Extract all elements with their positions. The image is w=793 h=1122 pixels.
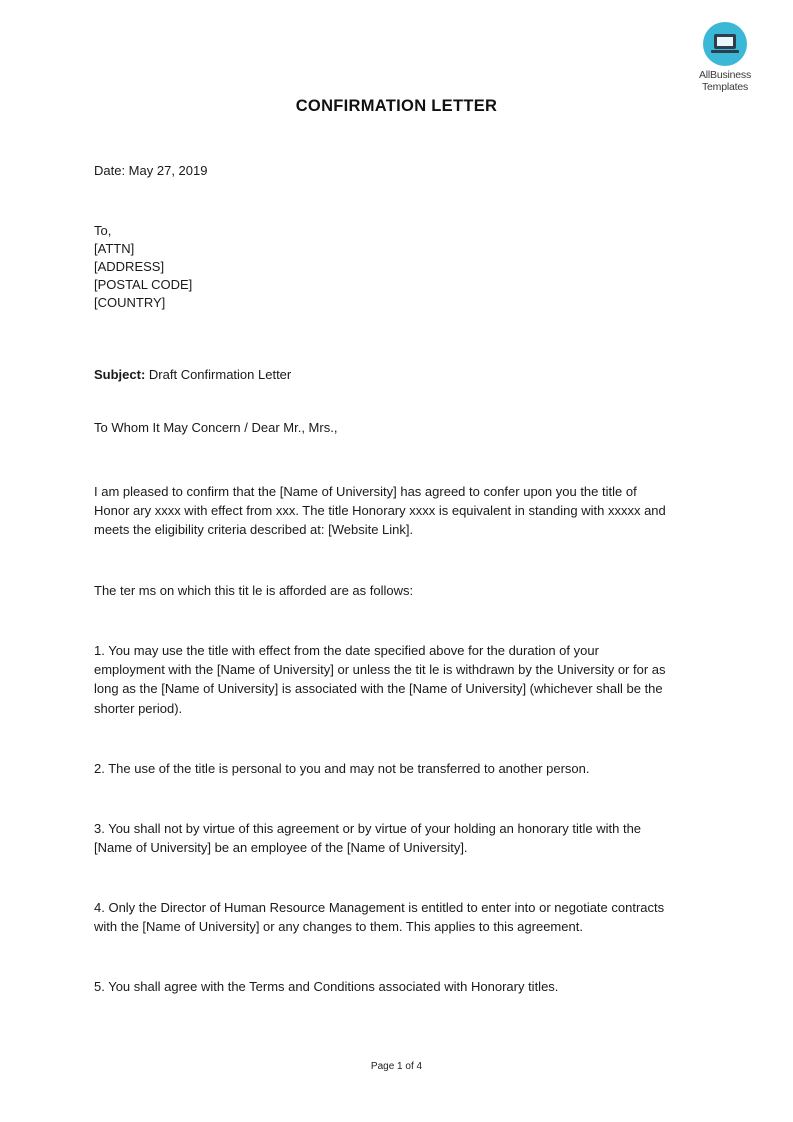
terms-intro: The ter ms on which this tit le is afforded are as follows: (94, 583, 414, 598)
recipient-country: [COUNTRY] (94, 295, 166, 310)
recipient-postal-code: [POSTAL CODE] (94, 277, 193, 292)
laptop-icon (703, 22, 747, 66)
logo-line-1: AllBusiness (698, 69, 752, 81)
term-3-line: [Name of University] be an employee of the [Name of University]. (94, 840, 468, 856)
salutation: To Whom It May Concern / Dear Mr., Mrs., (94, 420, 338, 435)
term-4-line: 4. Only the Director of Human Resource Management is entitled to enter into or negotiate contracts (94, 900, 665, 915)
subject-line (94, 365, 291, 384)
term-4-paragraph (94, 898, 704, 936)
letter-title: CONFIRMATION LETTER (295, 97, 498, 115)
term-2: 2. The use of the title is personal to you and may not be transferred to another person. (94, 761, 590, 776)
term-1-line: shorter period). (94, 700, 183, 716)
term-3-line: 3. You shall not by virtue of this agreement or by virtue of your holding an honorary title with the (94, 821, 642, 836)
intro-paragraph (94, 482, 704, 540)
letter-date: Date: May 27, 2019 (94, 163, 208, 178)
term-1-line: 1. You may use the title with effect from the date specified above for the duration of your (94, 643, 599, 658)
intro-line: Honor ary xxxx with effect from xxx. The title Honorary xxxx is equivalent in standing with xxxxx and (94, 503, 666, 519)
recipient-address: [ADDRESS] (94, 259, 165, 274)
intro-line: meets the eligibility criteria described at: [Website Link]. (94, 522, 414, 538)
recipient-to: To, (94, 223, 112, 238)
subject-label: Subject: (94, 367, 146, 382)
term-1-line: employment with the [Name of University] or unless the tit le is withdrawn by the University or for as (94, 662, 666, 678)
term-1-line: long as the [Name of University] is associated with the [Name of University] (whichever shall be the (94, 681, 663, 697)
intro-line: I am pleased to confirm that the [Name of University] has agreed to confer upon you the title of (94, 484, 637, 499)
subject-text: Draft Confirmation Letter (145, 367, 292, 382)
term-5: 5. You shall agree with the Terms and Conditions associated with Honorary titles. (94, 979, 559, 994)
term-3-paragraph (94, 819, 704, 857)
page-number: Page 1 of 4 (370, 1061, 423, 1072)
recipient-attn: [ATTN] (94, 241, 135, 256)
allbusiness-templates-logo[interactable] (688, 22, 762, 94)
term-4-line: with the [Name of University] or any changes to them. This applies to this agreement. (94, 919, 583, 935)
term-1-paragraph (94, 641, 704, 718)
logo-text (688, 69, 762, 93)
logo-line-2: Templates (701, 81, 749, 93)
